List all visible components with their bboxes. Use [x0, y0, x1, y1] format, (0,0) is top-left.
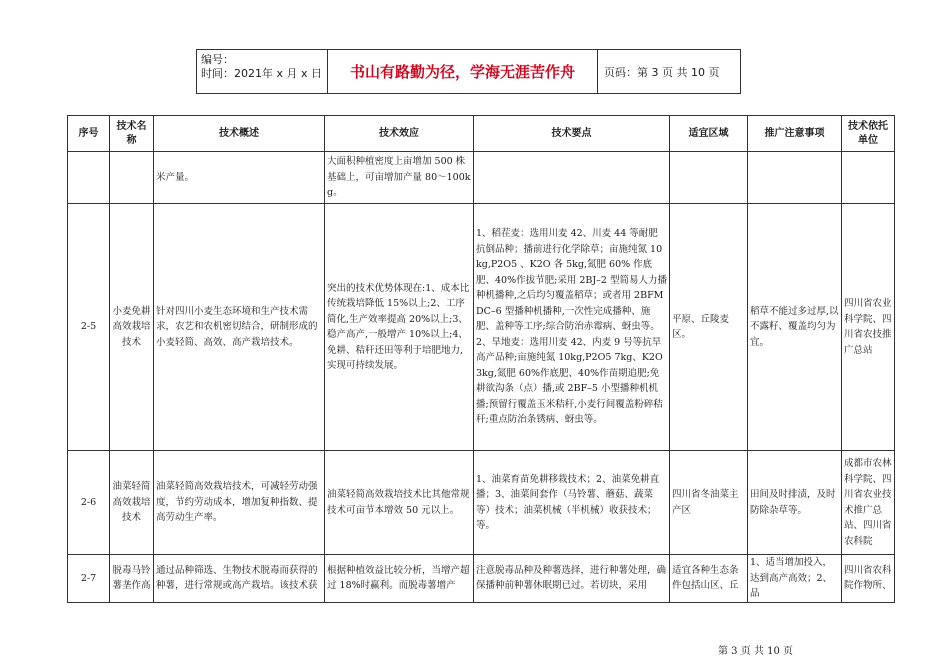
col-header-points: 技术要点: [474, 116, 670, 152]
cell-name: [110, 152, 154, 204]
cell-notes: 田间及时排渍，及时防除杂草等。: [748, 451, 842, 555]
table-row: [68, 204, 895, 451]
col-header-no: 序号: [68, 116, 110, 152]
col-header-overview: 技术概述: [154, 116, 325, 152]
page-footer: 第 3 页 共 10 页: [718, 646, 793, 657]
technology-table: [67, 115, 895, 603]
cell-unit: [842, 152, 895, 204]
date-label: 时间：2021年 x 月 x 日: [201, 67, 322, 80]
col-header-unit: 技术依托单位: [842, 116, 895, 152]
cell-region: 平原、丘陵麦区。: [670, 204, 748, 451]
cell-effect: 大面积种植密度上亩增加 500 株基础上，可亩增加产量 80～100kg。: [325, 152, 474, 204]
cell-effect: 根据种植效益比较分析，当增产超过 18%时赢利。而脱毒薯增产: [325, 555, 474, 603]
cell-points: 1、油菜育苗免耕移栽技术；2、油菜免耕直播；3、油菜间套作（马铃薯、蘑菇、蔬菜等）技术；油菜机械（半机械）收获技术；等。: [474, 451, 670, 555]
cell-points: 注意脱毒品种及种薯选择，进行种薯处理，确保播种前种薯休眠期已过。若切块，采用: [474, 555, 670, 603]
cell-notes: [748, 152, 842, 204]
col-header-region: 适宜区域: [670, 116, 748, 152]
motto: 书山有路勤为径，学海无涯苦作舟: [328, 50, 598, 93]
cell-unit: 四川省农业科学院、四川省农技推广总站: [842, 204, 895, 451]
page-indicator: 页码：第 3 页 共 10 页: [604, 65, 720, 79]
cell-no: 2-6: [68, 451, 110, 555]
table-header-row: [68, 116, 895, 152]
cell-region: 四川省冬油菜主产区: [670, 451, 748, 555]
table-row: [68, 152, 895, 204]
header-meta: [197, 50, 328, 93]
cell-points: [474, 152, 670, 204]
cell-name: 油菜轻简高效栽培技术: [110, 451, 154, 555]
cell-name: 脱毒马铃薯垄作高: [110, 555, 154, 603]
cell-region: 适宜各种生态条件包括山区、丘: [670, 555, 748, 603]
cell-points: 1、稻茬麦：选用川麦 42、川麦 44 等耐肥抗倒品种；播前进行化学除草；亩施纯氮 10kg,P2O5 、K2O 各 5kg,氮肥 60% 作底肥、40%作拔节肥;采用 2BJ–2 型简易人力播种机播种,之后均匀覆盖稻草；或者用 2BFMDC–6 型播种机播种,一次性完成播种、施肥、盖种等工序;综合防治赤霉病、蚜虫等。2、旱地麦：选用川麦 42、内麦 9 号等抗旱高产品种;亩施纯氮 10kg,P2O5 7kg、K2O 3kg,氮肥 60%作底肥、40%作苗期追肥;免耕欲沟条（点）播,或 2BF–5 小型播种机机播;预留行覆盖玉米秸秆,小麦行间覆盖粉碎秸秆;重点防治条锈病、蚜虫等。: [474, 204, 670, 451]
table-row: [68, 555, 895, 603]
col-header-notes: 推广注意事项: [748, 116, 842, 152]
cell-no: 2-5: [68, 204, 110, 451]
table-row: [68, 451, 895, 555]
cell-overview: 油菜轻简高效栽培技术，可减轻劳动强度，节约劳动成本，增加复种指数、提高劳动生产率。: [154, 451, 325, 555]
cell-no: [68, 152, 110, 204]
cell-notes: 稻草不能过多过厚,以不露籽、覆盖均匀为宜。: [748, 204, 842, 451]
cell-notes: 1、适当增加投入，达到高产高效；2、品: [748, 555, 842, 603]
cell-effect: 油菜轻简高效栽培技术比其他常规技术可亩节本增效 50 元以上。: [325, 451, 474, 555]
cell-name: 小麦免耕高效栽培技术: [110, 204, 154, 451]
cell-overview: 通过品种筛选、生物技术脱毒而获得的种薯，进行常规或高产栽培。该技术获: [154, 555, 325, 603]
code-label: 编号：: [201, 53, 234, 66]
col-header-name: 技术名称: [110, 116, 154, 152]
cell-overview: 米产量。: [154, 152, 325, 204]
cell-unit: 四川省农科院作物所、: [842, 555, 895, 603]
cell-overview: 针对四川小麦生态环境和生产技术需求，农艺和农机密切结合，研制形成的小麦轻简、高效、高产栽培技术。: [154, 204, 325, 451]
cell-no: 2-7: [68, 555, 110, 603]
col-header-effect: 技术效应: [325, 116, 474, 152]
cell-effect: 突出的技术优势体现在:1、成本比传统栽培降低 15%以上;2、工序简化,生产效率提高 20%以上;3、稳产高产,一般增产 10%以上;4、免耕、秸秆还田等利于培肥地力,实现可持续发展。: [325, 204, 474, 451]
page-header: [196, 49, 741, 94]
cell-region: [670, 152, 748, 204]
cell-unit: 成都市农林科学院、四川省农业技术推广总站、四川省农科院: [842, 451, 895, 555]
